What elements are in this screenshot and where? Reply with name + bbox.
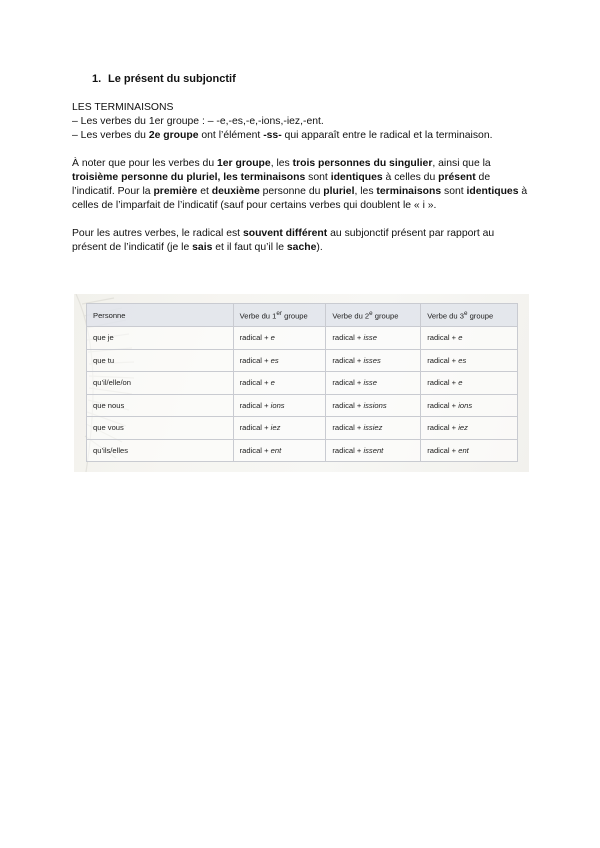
cell-group-1: radical + ions [233,394,326,417]
header-group-2: Verbe du 2e groupe [326,304,421,327]
table-row [87,327,518,350]
rule-first-group: – Les verbes du 1er groupe : – -e,-es,-e,-ions,-iez,-ent. [72,116,324,127]
heading-title: Le présent du subjonctif [108,73,236,85]
table-row [87,372,518,395]
table-header-row [87,304,518,327]
cell-group-2: radical + isse [326,372,421,395]
cell-group-2: radical + issions [326,394,421,417]
cell-group-1: radical + es [233,349,326,372]
section-label: LES TERMINAISONS [72,102,174,113]
cell-group-1: radical + ent [233,439,326,462]
cell-group-1: radical + e [233,372,326,395]
cell-group-1: radical + iez [233,417,326,440]
table-body [87,327,518,462]
cell-group-2: radical + issiez [326,417,421,440]
cell-person: que vous [87,417,234,440]
conjugation-table-image [74,294,529,472]
cell-group-3: radical + es [421,349,518,372]
heading-number: 1. [92,73,102,85]
rule-second-group: – Les verbes du 2e groupe ont l’élément -ss- qui apparaît entre le radical et la terminaison. [72,130,493,141]
body-text [72,101,528,255]
cell-person: que tu [87,349,234,372]
cell-group-3: radical + iez [421,417,518,440]
cell-group-3: radical + e [421,327,518,350]
cell-group-2: radical + issent [326,439,421,462]
header-group-3: Verbe du 3e groupe [421,304,518,327]
cell-person: que je [87,327,234,350]
cell-group-3: radical + e [421,372,518,395]
header-person: Personne [87,304,234,327]
header-group-1: Verbe du 1er groupe [233,304,326,327]
table-row [87,394,518,417]
cell-group-3: radical + ent [421,439,518,462]
cell-person: qu’ils/elles [87,439,234,462]
cell-group-2: radical + isse [326,327,421,350]
table-row [87,349,518,372]
cell-group-2: radical + isses [326,349,421,372]
other-verbs-paragraph: Pour les autres verbes, le radical est souvent différent au subjonctif présent par rapport au présent de l’indicatif (je le sais et il faut qu’il le sache). [72,228,495,253]
table-row [87,417,518,440]
note-paragraph: À noter que pour les verbes du 1er groupe, les trois personnes du singulier, ainsi que la troisième personne du pluriel, les terminaisons sont identiques à celles du présent de l’indicatif. Pour la première et deuxième personne du pluriel, les terminaisons sont identiques à celles de l’imparfait de l’indicatif (sauf pour certains verbes qui doublent le « i ». [72,158,528,211]
cell-person: que nous [87,394,234,417]
cell-group-3: radical + ions [421,394,518,417]
cell-person: qu’il/elle/on [87,372,234,395]
cell-group-1: radical + e [233,327,326,350]
subjunctive-endings-table [86,303,518,462]
section-heading [92,73,236,85]
table-row [87,439,518,462]
